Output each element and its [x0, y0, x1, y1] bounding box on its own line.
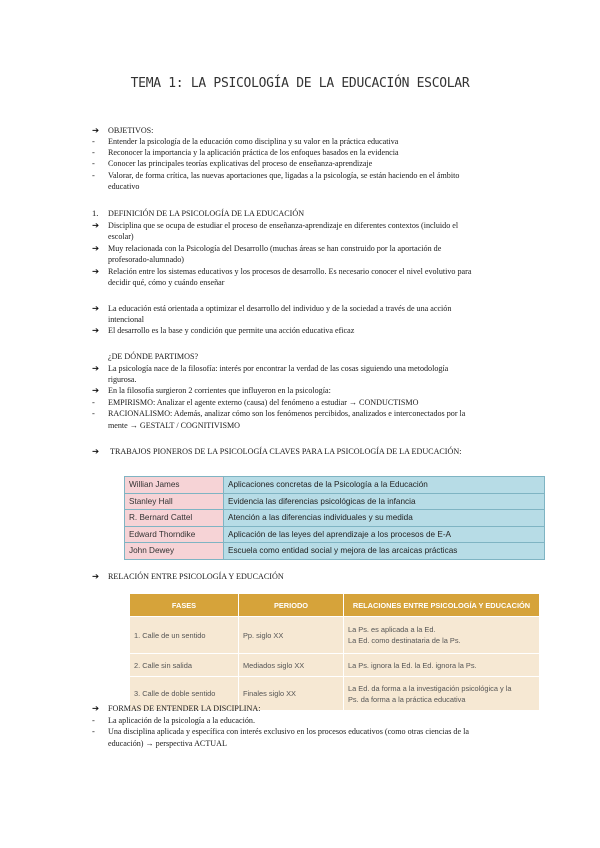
partimos-line: rigurosa. [108, 375, 137, 384]
formas-heading: FORMAS DE ENTENDER LA DISCIPLINA: [108, 704, 261, 713]
dash-bullet-icon: - [92, 397, 95, 407]
arrow-bullet-icon: ➔ [92, 325, 100, 335]
arrow-bullet-icon: ➔ [92, 446, 100, 456]
objetivo-item: Conocer las principales teorías explicativas del proceso de enseñanza-aprendizaje [108, 159, 373, 168]
partimos-line: En la filosofía surgieron 2 corrientes que influyeron en la psicología: [108, 386, 331, 395]
formas-line: La aplicación de la psicología a la educación. [108, 716, 255, 725]
table-row [125, 493, 545, 510]
relacion-text: La Ps. es aplicada a la Ed. [348, 625, 436, 634]
pioneros-heading: TRABAJOS PIONEROS DE LA PSICOLOGÍA CLAVES PARA LA PSICOLOGÍA DE LA EDUCACIÓN: [110, 447, 462, 456]
formas-line: Una disciplina aplicada y específica con interés exclusivo en los procesos educativos (como otras ciencias de la [108, 727, 469, 736]
periodo-cell: Mediados siglo XX [239, 654, 344, 677]
table-row [130, 654, 540, 677]
dash-bullet-icon: - [92, 408, 95, 418]
definicion-line: profesorado-alumnado) [108, 255, 184, 264]
arrow-bullet-icon: ➔ [92, 266, 100, 276]
partimos-line: RACIONALISMO: Además, analizar cómo son los fenómenos percibidos, analizados e interconectados por la [108, 409, 466, 418]
section-number: 1. [92, 208, 99, 218]
definicion-line: Disciplina que se ocupa de estudiar el proceso de enseñanza-aprendizaje en diferentes contextos (incluido el [108, 221, 459, 230]
dash-bullet-icon: - [92, 726, 95, 736]
fase-cell: 3. Calle de doble sentido [130, 677, 239, 711]
column-header: PERIODO [239, 594, 344, 617]
arrow-bullet-icon: ➔ [92, 220, 100, 230]
dash-bullet-icon: - [92, 170, 95, 180]
table-row [130, 617, 540, 654]
column-header: FASES [130, 594, 239, 617]
relacion-text: Ps. da forma a la práctica educativa [348, 694, 466, 704]
table-row [125, 510, 545, 527]
relacion-text: La Ps. ignora la Ed. la Ed. ignora la Ps. [348, 660, 477, 670]
fase-cell: 2. Calle sin salida [130, 654, 239, 677]
table-row [125, 477, 545, 494]
partimos-line: La psicología nace de la filosofía: interés por encontrar la verdad de las cosas siguiendo una metodología [108, 364, 449, 373]
pionero-desc: Aplicación de las leyes del aprendizaje a los procesos de E-A [224, 526, 545, 543]
dash-bullet-icon: - [92, 715, 95, 725]
pionero-desc: Aplicaciones concretas de la Psicología a la Educación [224, 477, 545, 494]
objetivo-item: Entender la psicología de la educación como disciplina y su valor en la práctica educativa [108, 137, 399, 146]
formas-line: educación) → perspectiva ACTUAL [108, 739, 227, 748]
dash-bullet-icon: - [92, 158, 95, 168]
definicion-line: La educación está orientada a optimizar el desarrollo del individuo y de la sociedad a través de una acción [108, 304, 452, 313]
pionero-desc: Atención a las diferencias individuales y su medida [224, 510, 545, 527]
dash-bullet-icon: - [92, 136, 95, 146]
table-header-row [130, 594, 540, 617]
objetivos-heading: OBJETIVOS: [108, 126, 154, 135]
dash-bullet-icon: - [92, 147, 95, 157]
definicion-line: Muy relacionada con la Psicología del Desarrollo (muchas áreas se han construido por la aportación de [108, 244, 442, 253]
pionero-name: John Dewey [125, 543, 224, 560]
table-row [125, 543, 545, 560]
relacion-heading: RELACIÓN ENTRE PSICOLOGÍA Y EDUCACIÓN [108, 572, 284, 581]
pionero-name: Stanley Hall [125, 493, 224, 510]
relacion-text: La Ed. como destinataria de la Ps. [348, 636, 461, 645]
relacion-text: La Ed. da forma a la investigación psicológica y la [348, 683, 512, 693]
arrow-bullet-icon: ➔ [92, 363, 100, 373]
definicion-line: El desarrollo es la base y condición que permite una acción educativa eficaz [108, 326, 355, 335]
partimos-heading: ¿DE DÓNDE PARTIMOS? [108, 352, 199, 361]
arrow-bullet-icon: ➔ [92, 243, 100, 253]
pionero-name: Edward Thorndike [125, 526, 224, 543]
relacion-table [130, 594, 540, 710]
partimos-line: mente → GESTALT / COGNITIVISMO [108, 421, 240, 430]
arrow-bullet-icon: ➔ [92, 703, 100, 713]
objetivo-item: Reconocer la importancia y la aplicación práctica de los enfoques basados en la evidencia [108, 148, 399, 157]
definicion-line: Relación entre los sistemas educativos y los procesos de desarrollo. Es necesario conocer el nivel evolutivo para [108, 267, 472, 276]
page-title: TEMA 1: LA PSICOLOGÍA DE LA EDUCACIÓN ESCOLAR [130, 76, 470, 91]
pionero-name: R. Bernard Cattel [125, 510, 224, 527]
definicion-heading: DEFINICIÓN DE LA PSICOLOGÍA DE LA EDUCACIÓN [108, 209, 305, 218]
definicion-line: escolar) [108, 232, 134, 241]
partimos-line: EMPIRISMO: Analizar el agente externo (causa) del fenómeno a estudiar → CONDUCTISMO [108, 398, 419, 407]
pionero-desc: Escuela como entidad social y mejora de las arcaicas prácticas [224, 543, 545, 560]
periodo-cell: Pp. siglo XX [239, 617, 344, 654]
column-header: RELACIONES ENTRE PSICOLOGÍA Y EDUCACIÓN [344, 594, 540, 617]
relacion-cell [344, 617, 540, 654]
definicion-line: decidir qué, cómo y cuándo enseñar [108, 278, 225, 287]
fase-cell: 1. Calle de un sentido [130, 617, 239, 654]
pionero-name: Willian James [125, 477, 224, 494]
pionero-desc: Evidencia las diferencias psicológicas de la infancia [224, 493, 545, 510]
arrow-bullet-icon: ➔ [92, 125, 100, 135]
periodo-cell: Finales siglo XX [239, 677, 344, 711]
table-row [125, 526, 545, 543]
pioneros-table [124, 476, 545, 560]
arrow-bullet-icon: ➔ [92, 303, 100, 313]
objetivo-item: Valorar, de forma crítica, las nuevas aportaciones que, ligadas a la psicología, se están haciendo en el ámbito [108, 171, 460, 180]
relacion-cell [344, 654, 540, 677]
arrow-bullet-icon: ➔ [92, 571, 100, 581]
arrow-bullet-icon: ➔ [92, 385, 100, 395]
objetivo-item: educativo [108, 182, 140, 191]
definicion-line: intencional [108, 315, 144, 324]
